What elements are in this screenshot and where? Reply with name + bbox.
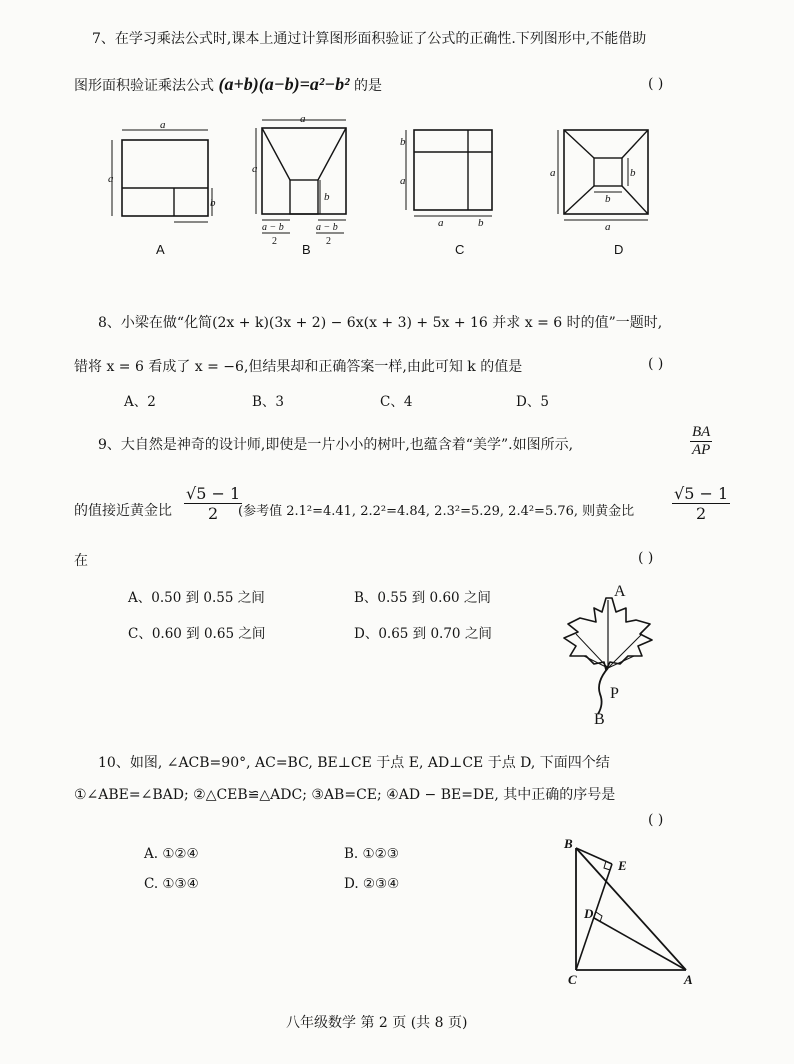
q8-line2: 错将 x = 6 看成了 x = −6,但结果却和正确答案一样,由此可知 k 的值是 (74, 359, 523, 375)
q9-golden-ratio-2 (672, 484, 730, 523)
fig-c-label-a-left: a (400, 175, 406, 187)
q8-option-a: A、2 (124, 394, 156, 410)
q8-line1: 8、小梁在做“化简(2x + k)(3x + 2) − 6x(x + 3) + 5x + 16 并求 x = 6 时的值”一题时, (98, 315, 663, 331)
fig-b-amb-right: a − b (316, 222, 338, 233)
tri-label-c: C (568, 972, 577, 987)
q9-golden-den-1: 2 (207, 504, 219, 523)
tri-label-b: B (564, 836, 573, 851)
q8-option-b: B、3 (252, 394, 285, 410)
tri-label-e: E (618, 858, 627, 873)
q7-fig-label-c: C (455, 242, 465, 257)
q7-line1: 7、在学习乘法公式时,课本上通过计算图形面积验证了公式的正确性.下列图形中,不能借助 (92, 31, 647, 47)
q9-answer-paren: ( ) (638, 550, 654, 566)
q8-option-c: C、4 (380, 394, 413, 410)
tri-label-d: D (584, 906, 594, 921)
fig-b-label-b: b (324, 191, 330, 203)
fig-c-label-a-bottom: a (438, 217, 444, 226)
fig-a-label-b-right: b (210, 197, 216, 209)
q9-line2-pre: 的值接近黄金比 (74, 503, 172, 519)
q9-golden-num-2: √5 − 1 (674, 484, 729, 503)
q7-figure-a (108, 118, 218, 226)
fig-b-two-right: 2 (326, 236, 331, 247)
q8-option-d: D、5 (516, 394, 549, 410)
q7-answer-paren: ( ) (648, 76, 664, 92)
q10-answer-paren: ( ) (648, 812, 664, 828)
q10-triangle-figure (560, 834, 700, 990)
q9-option-a: A、0.50 到 0.55 之间 (128, 590, 265, 606)
q7-fig-label-b: B (302, 242, 311, 257)
q9-option-c: C、0.60 到 0.65 之间 (128, 626, 266, 642)
tri-label-a: A (684, 972, 693, 987)
q7-formula: (a+b)(a−b)=a²−b² (218, 74, 350, 94)
q10-line2: ①∠ABE=∠BAD; ②△CEB≌△ADC; ③AB=CE; ④AD − BE=DE, 其中正确的序号是 (74, 787, 616, 803)
q9-frac-ap: AP (692, 442, 711, 458)
q10-line1: 10、如图, ∠ACB=90°, AC=BC, BE⊥CE 于点 E, AD⊥CE 于点 D, 下面四个结 (98, 755, 610, 771)
q9-line1: 9、大自然是神奇的设计师,即使是一片小小的树叶,也蕴含着“美学”.如图所示, (98, 437, 574, 453)
q9-frac-ba-ap (690, 424, 712, 459)
fig-b-amb-left: a − b (262, 222, 284, 233)
q7-figure-c (398, 120, 498, 226)
leaf-label-b: B (594, 711, 605, 726)
q9-golden-num-1: √5 − 1 (186, 484, 241, 503)
fig-a-label-a-top: a (160, 119, 166, 131)
q9-golden-den-2: 2 (695, 504, 707, 523)
q10-option-a: A. ①②④ (144, 846, 199, 862)
fig-d-label-b-right: b (630, 167, 636, 179)
fig-a-label-a-left: a (108, 173, 114, 185)
fig-b-two-left: 2 (272, 236, 277, 247)
q7-fig-label-a: A (156, 242, 165, 257)
q7-figure-b (252, 112, 352, 252)
q7-fig-label-d: D (614, 242, 624, 257)
fig-c-label-b-bottom: b (478, 217, 484, 226)
q9-golden-ratio-1 (184, 484, 242, 523)
fig-d-label-b-bottom: b (605, 193, 611, 205)
q9-line2-mid: (参考值 2.1²=4.41, 2.2²=4.84, 2.3²=5.29, 2.4²=5.76, 则黄金比 (238, 504, 635, 519)
q10-option-b: B. ①②③ (344, 846, 399, 862)
q10-option-d: D. ②③④ (344, 876, 400, 892)
q9-leaf-figure (556, 578, 668, 726)
q7-line2-post: 的是 (354, 78, 383, 94)
leaf-label-p: P (610, 685, 619, 702)
fig-c-label-b-left: b (400, 136, 406, 148)
fig-b-label-a-top: a (300, 113, 306, 125)
q10-option-c: C. ①③④ (144, 876, 199, 892)
fig-b-label-a-left: a (252, 163, 258, 175)
fig-d-label-a-left: a (550, 167, 556, 179)
leaf-label-a: A (614, 583, 626, 600)
fig-d-label-a-bottom: a (605, 221, 611, 230)
q9-option-d: D、0.65 到 0.70 之间 (354, 626, 492, 642)
q7-line2-pre: 图形面积验证乘法公式 (74, 78, 214, 94)
q7-figure-d (550, 120, 660, 230)
q9-option-b: B、0.55 到 0.60 之间 (354, 590, 491, 606)
q8-answer-paren: ( ) (648, 356, 664, 372)
q9-frac-ba: BA (692, 424, 711, 440)
page-footer: 八年级数学 第 2 页 (共 8 页) (286, 1015, 468, 1031)
q9-line3: 在 (74, 553, 88, 569)
q7-line2 (74, 74, 382, 95)
